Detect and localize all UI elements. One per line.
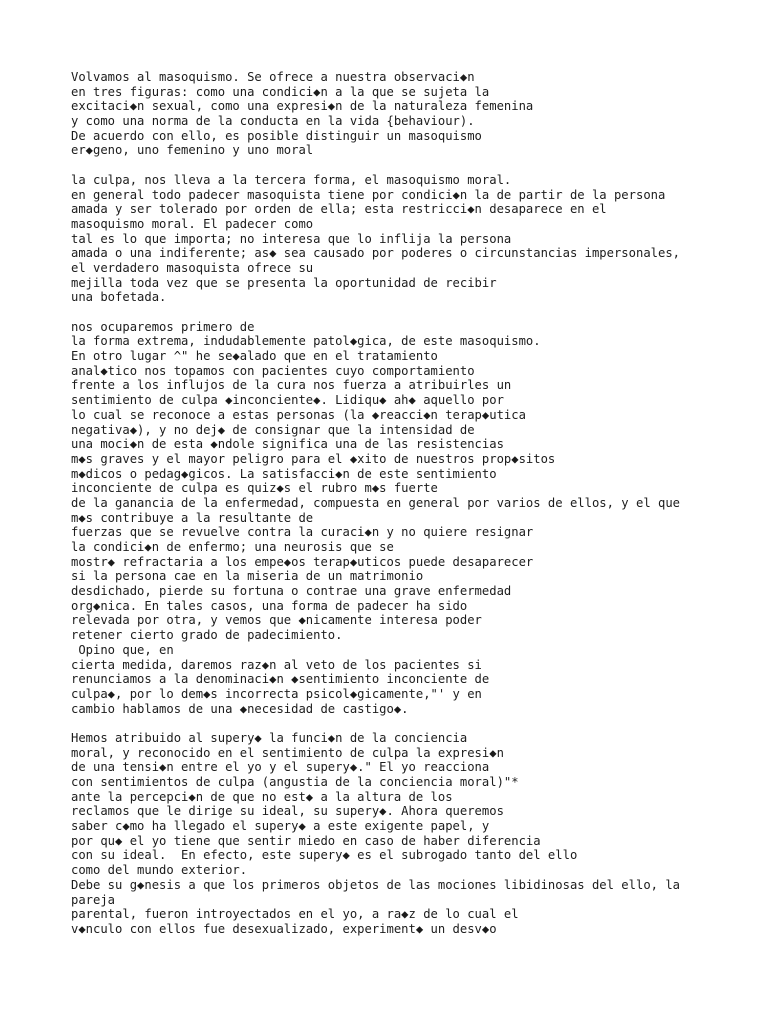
text-line: m◆s graves y el mayor peligro para el ◆xito de nuestros prop◆sitos: [71, 451, 556, 466]
text-line: en general todo padecer masoquista tiene por condici◆n la de partir de la persona: [71, 187, 666, 202]
text-line: er◆geno, uno femenino y uno moral: [71, 143, 314, 158]
text-line: fuerzas que se revuelve contra la curaci◆n y no quiere resignar: [71, 525, 534, 540]
text-line: anal◆tico nos topamos con pacientes cuyo comportamiento: [71, 363, 475, 378]
text-line: moral, y reconocido en el sentimiento de culpa la expresi◆n: [71, 745, 504, 760]
text-line: en tres figuras: como una condici◆n a la que se sujeta la: [71, 84, 490, 99]
paragraph-gap: [71, 158, 761, 173]
text-line: la condici◆n de enfermo; una neurosis que se: [71, 540, 394, 554]
text-line: m◆dicos o pedag◆gicos. La satisfacci◆n de este sentimiento: [71, 466, 497, 481]
text-line: la culpa, nos lleva a la tercera forma, el masoquismo moral.: [71, 172, 512, 187]
text-line: ante la percepci◆n de que no est◆ a la altura de los: [71, 789, 453, 804]
text-line: Hemos atribuido al supery◆ la funci◆n de la conciencia: [71, 730, 468, 745]
text-line: y como una norma de la conducta en la vida {behaviour).: [71, 114, 475, 129]
text-line: lo cual se reconoce a estas personas (la ◆reacci◆n terap◆utica: [71, 407, 526, 422]
text-line: org◆nica. En tales casos, una forma de padecer ha sido: [71, 598, 468, 613]
text-line: cierta medida, daremos raz◆n al veto de los pacientes si: [71, 657, 482, 672]
text-line: una moci◆n de esta ◆ndole significa una de las resistencias: [71, 437, 504, 452]
text-line: culpa◆, por lo dem◆s incorrecta psicol◆gicamente,"' y en: [71, 686, 482, 701]
text-line: cambio hablamos de una ◆necesidad de castigo◆.: [71, 701, 409, 716]
text-line: de la ganancia de la enfermedad, compuesta en general por varios de ellos, y el que: [71, 495, 681, 510]
text-line: el verdadero masoquista ofrece su: [71, 260, 314, 275]
text-line: inconciente de culpa es quiz◆s el rubro m◆s fuerte: [71, 481, 438, 496]
text-line: mostr◆ refractaria a los empe◆os terap◆uticos puede desaparecer: [71, 554, 534, 569]
text-line: frente a los influjos de la cura nos fuerza a atribuirles un: [71, 378, 512, 393]
text-line: reclamos que le dirige su ideal, su supery◆. Ahora queremos: [71, 804, 504, 819]
text-line: Debe su g◆nesis a que los primeros objetos de las mociones libidinosas del ello, la: [71, 877, 681, 892]
text-line: si la persona cae en la miseria de un matrimonio: [71, 569, 424, 584]
text-line: masoquismo moral. El padecer como: [71, 216, 314, 231]
text-line: En otro lugar ^" he se◆alado que en el tratamiento: [71, 349, 438, 364]
text-line: la forma extrema, indudablemente patol◆gica, de este masoquismo.: [71, 334, 541, 349]
text-line: con sentimientos de culpa (angustia de la conciencia moral)"*: [71, 775, 519, 789]
text-line: nos ocuparemos primero de: [71, 319, 255, 334]
text-line: Volvamos al masoquismo. Se ofrece a nuestra observaci◆n: [71, 70, 475, 84]
text-line: m◆s contribuye a la resultante de: [71, 510, 314, 525]
text-line: sentimiento de culpa ◆inconciente◆. Lidiqu◆ ah◆ aquello por: [71, 393, 504, 408]
text-line: parental, fueron introyectados en el yo, a ra◆z de lo cual el: [71, 907, 519, 922]
text-line: relevada por otra, y vemos que ◆nicamente interesa poder: [71, 613, 482, 628]
text-line: v◆nculo con ellos fue desexualizado, experiment◆ un desv◆o: [71, 921, 497, 936]
text-line: negativa◆), y no dej◆ de consignar que la intensidad de: [71, 422, 475, 437]
text-line: renunciamos a la denominaci◆n ◆sentimiento inconciente de: [71, 672, 490, 687]
text-line: por qu◆ el yo tiene que sentir miedo en caso de haber diferencia: [71, 833, 541, 848]
paragraph-gap: [71, 305, 761, 320]
text-line: De acuerdo con ello, es posible distinguir un masoquismo: [71, 128, 482, 143]
text-line: saber c◆mo ha llegado el supery◆ a este exigente papel, y: [71, 819, 490, 834]
text-line: Opino que, en: [71, 642, 174, 657]
text-line: tal es lo que importa; no interesa que lo inflija la persona: [71, 231, 512, 246]
text-line: con su ideal. En efecto, este supery◆ es el subrogado tanto del ello: [71, 848, 578, 863]
text-line: amada o una indiferente; as◆ sea causado por poderes o circunstancias impersonales,: [71, 246, 681, 261]
text-line: mejilla toda vez que se presenta la oportunidad de recibir: [71, 275, 497, 290]
text-line: excitaci◆n sexual, como una expresi◆n de la naturaleza femenina: [71, 99, 534, 114]
paragraph-gap: [71, 716, 761, 731]
text-line: pareja: [71, 892, 116, 907]
text-line: de una tensi◆n entre el yo y el supery◆." El yo reacciona: [71, 760, 490, 775]
text-line: amada y ser tolerado por orden de ella; esta restricci◆n desaparece en el: [71, 202, 607, 217]
text-line: una bofetada.: [71, 290, 167, 305]
text-line: como del mundo exterior.: [71, 863, 248, 878]
text-line: desdichado, pierde su fortuna o contrae una grave enfermedad: [71, 584, 512, 599]
document-text: [71, 70, 761, 937]
text-line: retener cierto grado de padecimiento.: [71, 628, 343, 643]
